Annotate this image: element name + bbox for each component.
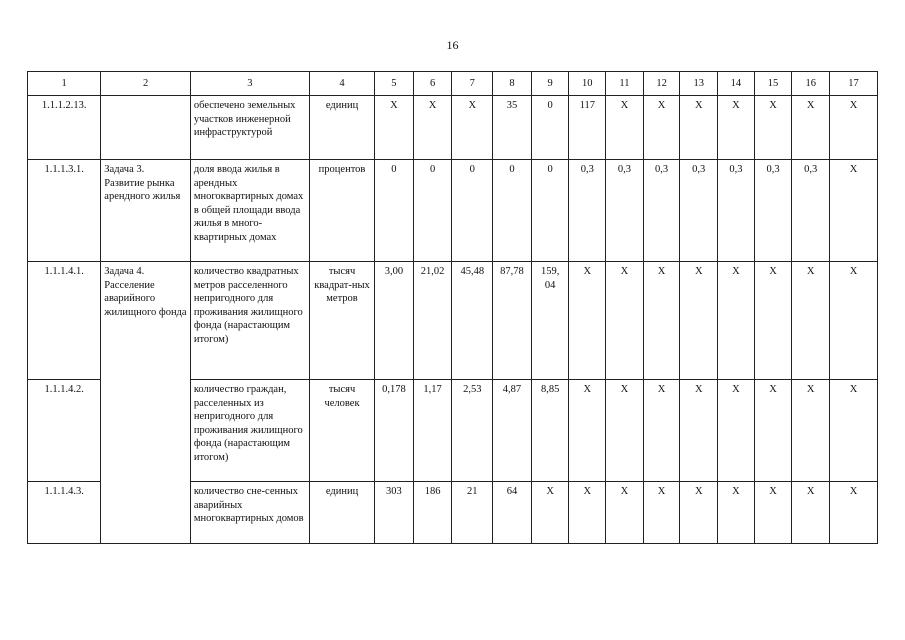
value-cell: Х	[643, 262, 680, 380]
column-header: 12	[643, 72, 680, 96]
value-cell: 0	[531, 96, 569, 160]
column-header: 7	[452, 72, 493, 96]
value-cell: Х	[531, 482, 569, 544]
column-header: 3	[190, 72, 309, 96]
value-cell: Х	[606, 482, 644, 544]
value-cell: Х	[452, 96, 493, 160]
value-cell: Х	[830, 482, 878, 544]
value-cell: 0,3	[718, 160, 755, 262]
value-cell: 159, 04	[531, 262, 569, 380]
column-header: 11	[606, 72, 644, 96]
value-cell: 35	[493, 96, 532, 160]
value-cell: 0	[493, 160, 532, 262]
value-cell: 4,87	[493, 380, 532, 482]
value-cell: Х	[643, 380, 680, 482]
unit-cell: единиц	[309, 96, 374, 160]
value-cell: Х	[606, 380, 644, 482]
value-cell: Х	[606, 262, 644, 380]
value-cell: Х	[680, 482, 718, 544]
task-cell: Задача 4. Расселение аварийного жилищного фонда	[101, 262, 191, 544]
value-cell: Х	[375, 96, 414, 160]
indicator-cell: количество граждан, расселенных из непригодного для проживания жилищного фонда (нарастающим итогом)	[190, 380, 309, 482]
value-cell: Х	[754, 262, 792, 380]
value-cell: Х	[569, 380, 606, 482]
value-cell: Х	[830, 96, 878, 160]
column-header: 9	[531, 72, 569, 96]
value-cell: 64	[493, 482, 532, 544]
value-cell: Х	[718, 380, 755, 482]
value-cell: 8,85	[531, 380, 569, 482]
table-row	[28, 96, 878, 160]
value-cell: Х	[718, 96, 755, 160]
value-cell: Х	[718, 262, 755, 380]
indicator-cell: количество сне-сенных аварийных многоквартирных домов	[190, 482, 309, 544]
value-cell: Х	[680, 96, 718, 160]
value-cell: 0,3	[606, 160, 644, 262]
value-cell: Х	[413, 96, 452, 160]
value-cell: 0	[375, 160, 414, 262]
value-cell: 0	[531, 160, 569, 262]
value-cell: 0,3	[643, 160, 680, 262]
unit-cell: тысяч человек	[309, 380, 374, 482]
value-cell: Х	[830, 380, 878, 482]
column-header: 17	[830, 72, 878, 96]
value-cell: 45,48	[452, 262, 493, 380]
row-id: 1.1.1.3.1.	[28, 160, 101, 262]
column-header: 1	[28, 72, 101, 96]
column-header: 5	[375, 72, 414, 96]
row-id: 1.1.1.4.1.	[28, 262, 101, 380]
value-cell: 117	[569, 96, 606, 160]
value-cell: Х	[792, 482, 830, 544]
value-cell: 186	[413, 482, 452, 544]
value-cell: Х	[792, 380, 830, 482]
column-header: 15	[754, 72, 792, 96]
value-cell: Х	[830, 160, 878, 262]
table-row	[28, 262, 878, 380]
value-cell: 303	[375, 482, 414, 544]
value-cell: 0	[413, 160, 452, 262]
value-cell: 2,53	[452, 380, 493, 482]
task-cell	[101, 96, 191, 160]
value-cell: Х	[643, 96, 680, 160]
indicator-cell: количество квадратных метров расселенного непригодного для проживания жилищного фонда (нарастающим итогом)	[190, 262, 309, 380]
row-id: 1.1.1.2.13.	[28, 96, 101, 160]
indicators-table	[27, 71, 878, 544]
value-cell: 0	[452, 160, 493, 262]
unit-cell: процентов	[309, 160, 374, 262]
header-row	[28, 72, 878, 96]
value-cell: Х	[754, 380, 792, 482]
column-header: 8	[493, 72, 532, 96]
row-id: 1.1.1.4.3.	[28, 482, 101, 544]
task-cell: Задача 3. Развитие рынка арендного жилья	[101, 160, 191, 262]
column-header: 16	[792, 72, 830, 96]
value-cell: Х	[606, 96, 644, 160]
value-cell: 3,00	[375, 262, 414, 380]
page-number: 16	[446, 38, 459, 52]
value-cell: 1,17	[413, 380, 452, 482]
table-row	[28, 160, 878, 262]
value-cell: Х	[569, 482, 606, 544]
indicator-cell: доля ввода жилья в арендных многоквартирных домах в общей площади ввода жилья в много-квартирных домах	[190, 160, 309, 262]
row-id: 1.1.1.4.2.	[28, 380, 101, 482]
value-cell: Х	[643, 482, 680, 544]
value-cell: 0,3	[680, 160, 718, 262]
value-cell: Х	[792, 262, 830, 380]
value-cell: Х	[569, 262, 606, 380]
value-cell: 21	[452, 482, 493, 544]
value-cell: 0,3	[792, 160, 830, 262]
column-header: 10	[569, 72, 606, 96]
value-cell: Х	[680, 380, 718, 482]
column-header: 14	[718, 72, 755, 96]
value-cell: Х	[680, 262, 718, 380]
column-header: 4	[309, 72, 374, 96]
column-header: 13	[680, 72, 718, 96]
value-cell: Х	[754, 482, 792, 544]
value-cell: 0,3	[569, 160, 606, 262]
value-cell: Х	[718, 482, 755, 544]
value-cell: 87,78	[493, 262, 532, 380]
indicator-cell: обеспечено земельных участков инженерной инфраструктурой	[190, 96, 309, 160]
column-header: 2	[101, 72, 191, 96]
unit-cell: единиц	[309, 482, 374, 544]
column-header: 6	[413, 72, 452, 96]
value-cell: 0,178	[375, 380, 414, 482]
unit-cell: тысяч квадрат-ных метров	[309, 262, 374, 380]
value-cell: 0,3	[754, 160, 792, 262]
value-cell: 21,02	[413, 262, 452, 380]
value-cell: Х	[792, 96, 830, 160]
value-cell: Х	[754, 96, 792, 160]
value-cell: Х	[830, 262, 878, 380]
